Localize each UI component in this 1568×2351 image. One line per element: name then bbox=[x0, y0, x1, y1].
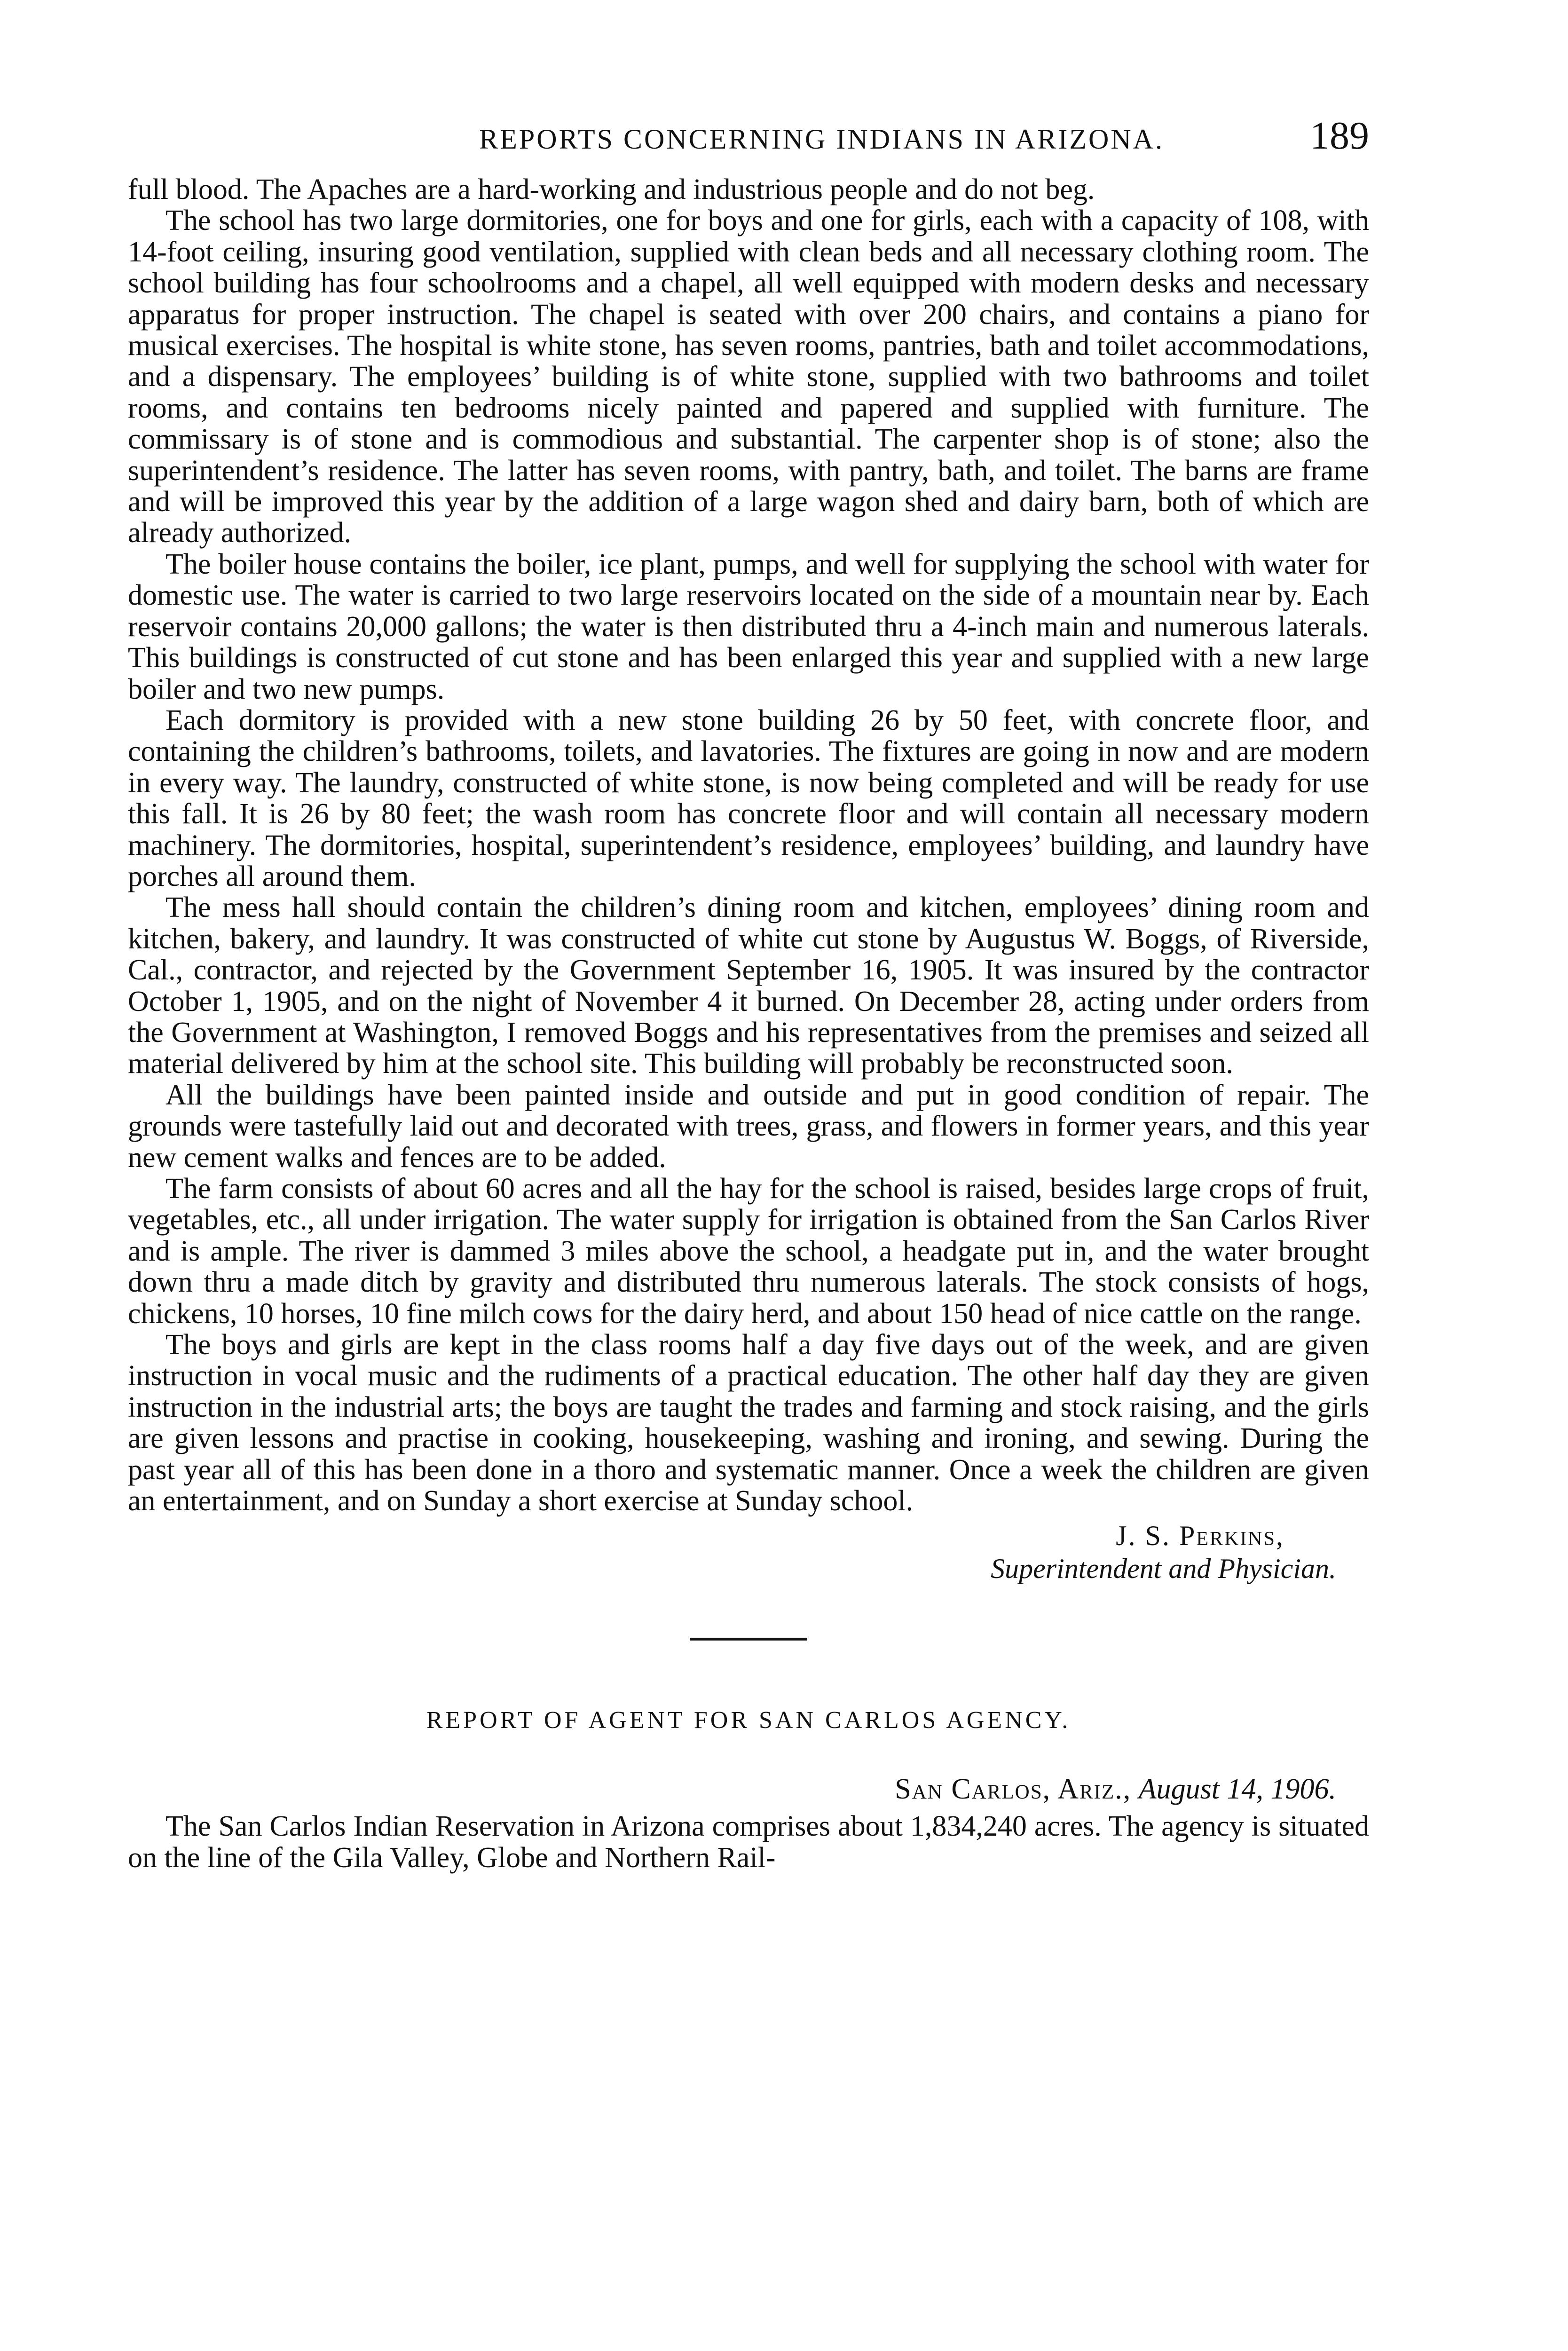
school-report-body bbox=[128, 174, 1369, 1516]
paragraph: The boys and girls are kept in the class rooms half a day five days out of the week, and are given instruction in vocal music and the rudiments of a practical education. The other half day they are given instruction in the industrial arts; the boys are taught the trades and farming and stock raising, and the girls are given lessons and practise in cooking, housekeeping, washing and ironing, and sewing. During the past year all of this has been done in a thoro and systematic manner. Once a week the children are given an entertainment, and on Sunday a short exercise at Sunday school. bbox=[128, 1329, 1369, 1517]
page-number: 189 bbox=[1310, 114, 1369, 158]
paragraph: The mess hall should contain the children’s dining room and kitchen, employees’ dining room and kitchen, bakery, and laundry. It was constructed of white cut stone by Augustus W. Boggs, of Riverside, Cal., contractor, and rejected by the Government September 16, 1905. It was insured by the contractor October 1, 1905, and on the night of November 4 it burned. On December 28, acting under orders from the Government at Washington, I removed Boggs and his representatives from the premises and seized all material delivered by him at the school site. This building will probably be reconstructed soon. bbox=[128, 891, 1369, 1080]
paragraph: The school has two large dormitories, one for boys and one for girls, each with a capacity of 108, with 14-foot ceiling, insuring good ventilation, supplied with clean beds and all necessary clothing room. The school building has four schoolrooms and a chapel, all well equipped with modern desks and necessary apparatus for proper instruction. The chapel is seated with over 200 chairs, and contains a piano for musical exercises. The hospital is white stone, has seven rooms, pantries, bath and toilet accommodations, and a dispensary. The employees’ building is of white stone, supplied with two bathrooms and toilet rooms, and contains ten bedrooms nicely painted and papered and supplied with furniture. The commissary is of stone and is commodious and substantial. The carpenter shop is of stone; also the superintendent’s residence. The latter has seven rooms, with pantry, bath, and toilet. The barns are frame and will be improved this year by the addition of a large wagon shed and dairy barn, both of which are already authorized. bbox=[128, 205, 1369, 549]
paragraph: Each dormitory is provided with a new stone building 26 by 50 feet, with concrete floor, and containing the children’s bathrooms, toilets, and lavatories. The fixtures are going in now and are modern in every way. The laundry, constructed of white stone, is now being completed and will be ready for use this fall. It is 26 by 80 feet; the wash room has concrete floor and will contain all necessary modern machinery. The dormitories, hospital, superintendent’s residence, employees’ building, and laundry have porches all around them. bbox=[128, 704, 1369, 892]
signatory-name: J. S. Perkins, bbox=[1116, 1520, 1284, 1552]
section-divider bbox=[690, 1638, 807, 1641]
paragraph: full blood. The Apaches are a hard-working and industrious people and do not beg. bbox=[128, 174, 1095, 205]
document-page bbox=[128, 113, 1369, 1873]
dateline-place: San Carlos, Ariz., bbox=[895, 1773, 1132, 1806]
dateline bbox=[128, 1773, 1369, 1806]
running-title: REPORTS CONCERNING INDIANS IN ARIZONA. bbox=[479, 124, 1164, 155]
running-header bbox=[128, 113, 1369, 165]
paragraph: The boiler house contains the boiler, ice plant, pumps, and well for supplying the school with water for domestic use. The water is carried to two large reservoirs located on the side of a mountain near by. Each reservoir contains 20,000 gallons; the water is then distributed thru a 4-inch main and numerous laterals. This buildings is constructed of cut stone and has been enlarged this year and supplied with a new large boiler and two new pumps. bbox=[128, 548, 1369, 705]
report-heading: REPORT OF AGENT FOR SAN CARLOS AGENCY. bbox=[426, 1707, 1071, 1734]
signatory-title: Superintendent and Physician. bbox=[991, 1553, 1336, 1585]
signature-block bbox=[128, 1519, 1369, 1585]
paragraph: All the buildings have been painted inside and outside and put in good condition of repair. The grounds were tastefully laid out and decorated with trees, grass, and flowers in former years, and this year new cement walks and fences are to be added. bbox=[128, 1079, 1369, 1174]
paragraph: The farm consists of about 60 acres and all the hay for the school is raised, besides large crops of fruit, vegetables, etc., all under irrigation. The water supply for irrigation is obtained from the San Carlos River and is ample. The river is dammed 3 miles above the school, a headgate put in, and the water brought down thru a made ditch by gravity and distributed thru numerous laterals. The stock consists of hogs, chickens, 10 horses, 10 fine milch cows for the dairy herd, and about 150 head of nice cattle on the range. bbox=[128, 1173, 1369, 1330]
agency-report-body bbox=[128, 1811, 1369, 1873]
dateline-date: August 14, 1906. bbox=[1138, 1773, 1336, 1806]
paragraph: The San Carlos Indian Reservation in Arizona comprises about 1,834,240 acres. The agency is situated on the line of the Gila Valley, Globe and Northern Rail- bbox=[128, 1810, 1369, 1874]
